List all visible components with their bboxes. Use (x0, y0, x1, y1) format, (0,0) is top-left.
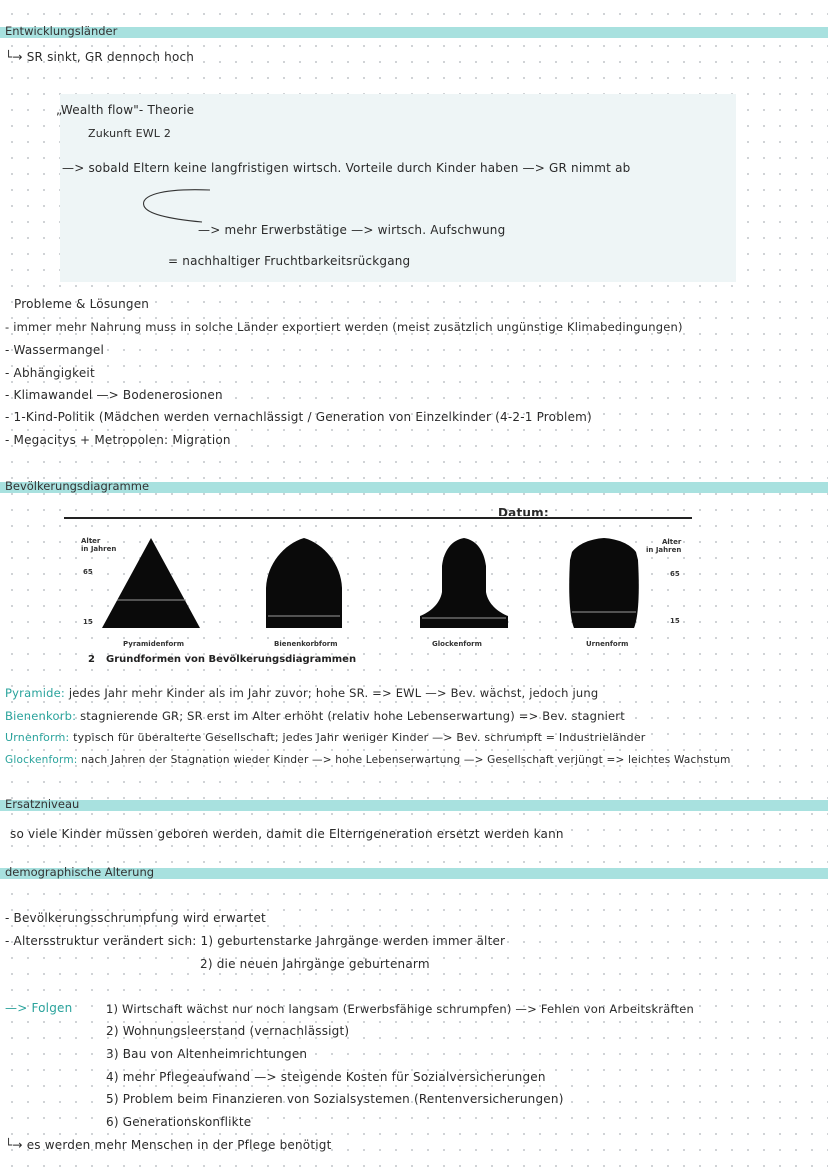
problem-item: - 1-Kind-Politik (Mädchen werden vernachlässigt / Generation von Einzelkinder (4-2-1 Problem) (5, 410, 592, 424)
folgen-item: 6) Generationskonflikte (106, 1115, 252, 1129)
note-key: Bienenkorb: (5, 709, 77, 723)
heading-highlight-band (0, 27, 828, 38)
note-pyramide (5, 686, 598, 700)
shape-label: Pyramidenform (123, 640, 185, 648)
problem-item: - Klimawandel —> Bodenerosionen (5, 388, 223, 402)
theory-title: „Wealth flow"- Theorie (56, 103, 195, 117)
folgen-item: 5) Problem beim Finanzieren von Sozialsystemen (Rentenversicherungen) (106, 1092, 564, 1106)
subline-sr-gr: └→ SR sinkt, GR dennoch hoch (5, 50, 195, 64)
axis-label-right: Alter in Jahren (646, 538, 682, 554)
folgen-item: 1) Wirtschaft wächst nur noch langsam (Erwerbsfähige schrumpfen) —> Fehlen von Arbeitskräften (106, 1002, 694, 1016)
note-urnenform (5, 731, 646, 744)
note-key: Urnenform: (5, 731, 70, 744)
heading-ersatzniveau: Ersatzniveau (5, 797, 80, 811)
alterung-item: - Altersstruktur verändert sich: 1) geburtenstarke Jahrgänge werden immer älter (5, 934, 506, 948)
folgen-conclusion: └→ es werden mehr Menschen in der Pflege benötigt (5, 1138, 332, 1152)
note-text: typisch für überalterte Gesellschaft; jedes Jahr weniger Kinder —> Bev. schrumpft = Industrieländer (73, 731, 646, 744)
theory-sub: Zukunft EWL 2 (88, 127, 172, 140)
theory-line3: = nachhaltiger Fruchtbarkeitsrückgang (168, 254, 411, 268)
tick-65-right: 65 (670, 570, 680, 578)
axis-label-left: Alter in Jahren (81, 537, 117, 553)
shape-label: Bienenkorbform (274, 640, 338, 648)
shape-label: Urnenform (586, 640, 629, 648)
curved-arrow-icon (140, 186, 220, 226)
heading-demographische-alterung: demographische Alterung (5, 865, 155, 879)
urn-shape (566, 536, 642, 630)
tick-15-right: 15 (670, 617, 680, 625)
problem-item: - Wassermangel (5, 343, 104, 357)
note-key: Pyramide: (5, 686, 65, 700)
folgen-item: 2) Wohnungsleerstand (vernachlässigt) (106, 1024, 350, 1038)
alterung-item: - Bevölkerungsschrumpfung wird erwartet (5, 911, 266, 925)
folgen-label: —> Folgen (5, 1001, 73, 1015)
cut-off-datum-text: Datum: (498, 506, 549, 516)
note-text: stagnierende GR; SR erst im Alter erhöht (relativ hohe Lebenserwartung) => Bev. stagniert (80, 709, 625, 723)
problem-item: - immer mehr Nahrung muss in solche Länder exportiert werden (meist zusätzlich ungünstige Klimabedingungen) (5, 320, 683, 334)
folgen-item: 4) mehr Pflegeaufwand —> steigende Kosten für Sozialversicherungen (106, 1070, 546, 1084)
figure-number: 2 (88, 654, 95, 665)
beehive-shape (264, 536, 344, 630)
note-text: nach Jahren der Stagnation wieder Kinder —> hohe Lebenserwartung —> Gesellschaft verjüngt => leichtes Wachstum (81, 754, 731, 766)
note-bienenkorb (5, 709, 625, 723)
problem-item: - Abhängigkeit (5, 366, 95, 380)
note-glockenform (5, 754, 731, 766)
pyramid-shape (100, 536, 202, 630)
tick-65-left: 65 (83, 568, 93, 576)
heading-highlight-band (0, 800, 828, 811)
alterung-item-cont: 2) die neuen Jahrgänge geburtenarm (200, 957, 430, 971)
folgen-item: 3) Bau von Altenheimrichtungen (106, 1047, 308, 1061)
figure-caption: Grundformen von Bevölkerungsdiagrammen (106, 654, 357, 665)
problem-item: - Megacitys + Metropolen: Migration (5, 433, 231, 447)
note-text: jedes Jahr mehr Kinder als im Jahr zuvor; hohe SR. => EWL —> Bev. wächst, jedoch jung (68, 686, 599, 700)
theory-line2: —> mehr Erwerbstätige —> wirtsch. Aufschwung (198, 223, 506, 237)
heading-entwicklungslaender: Entwicklungsländer (5, 24, 118, 38)
theory-line1: —> sobald Eltern keine langfristigen wirtsch. Vorteile durch Kinder haben —> GR nimmt ab (62, 161, 631, 175)
ersatzniveau-text: so viele Kinder müssen geboren werden, damit die Elterngeneration ersetzt werden kann (10, 827, 564, 841)
bell-shape (418, 536, 510, 630)
note-key: Glockenform: (5, 754, 78, 766)
tick-15-left: 15 (83, 618, 93, 626)
problems-title: Probleme & Lösungen (14, 297, 150, 311)
figure-top-rule (64, 517, 692, 519)
heading-bevoelkerungsdiagramme: Bevölkerungsdiagramme (5, 479, 150, 493)
shape-label: Glockenform (432, 640, 482, 648)
